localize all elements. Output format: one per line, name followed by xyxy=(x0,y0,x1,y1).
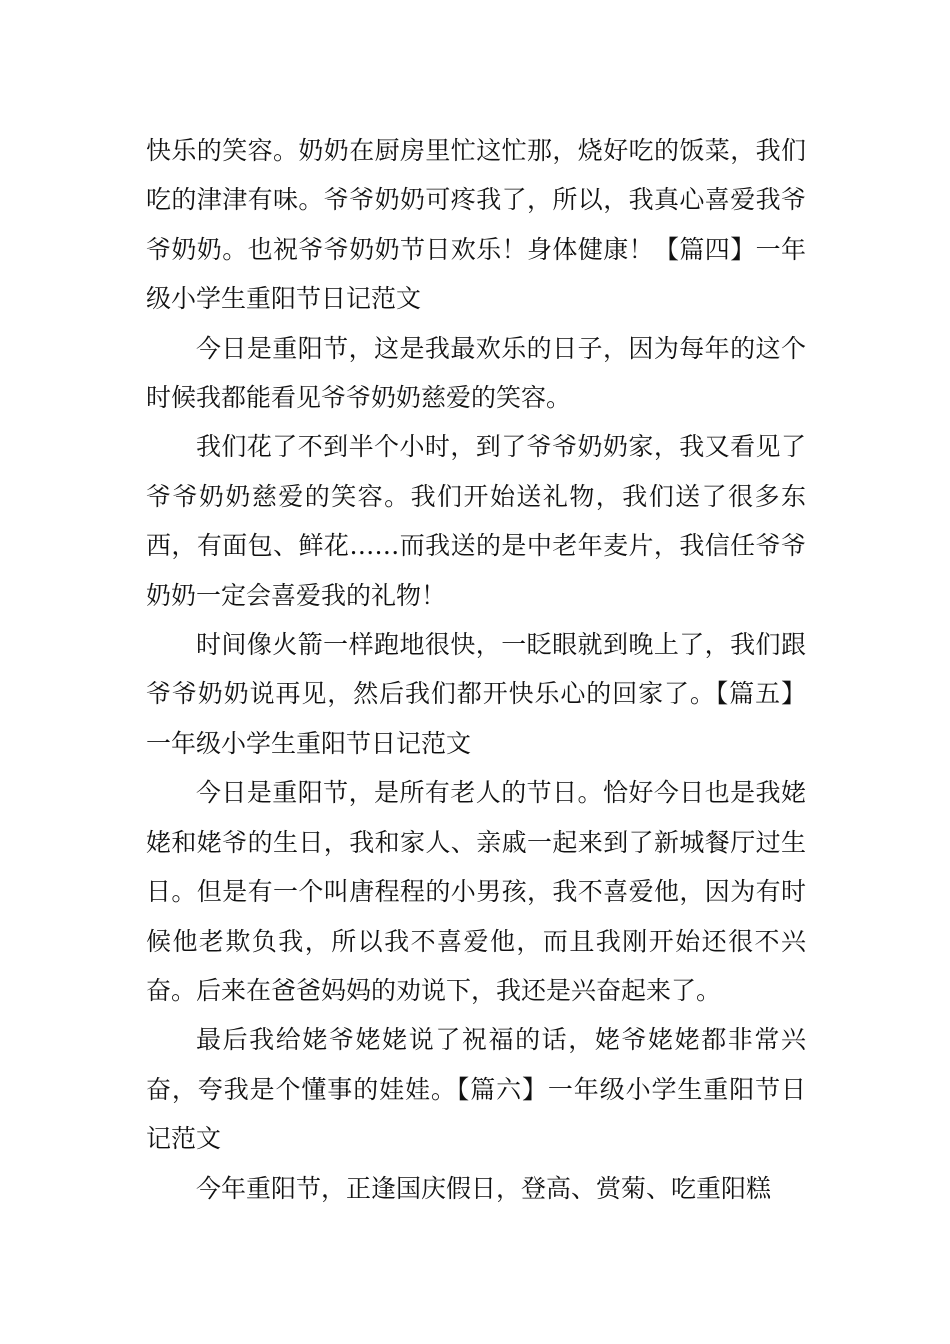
paragraph-6: 最后我给姥爷姥姥说了祝福的话，姥爷姥姥都非常兴奋，夸我是个懂事的娃娃。【篇六】一年级小学生重阳节日记范文 xyxy=(146,1025,806,1154)
paragraph-1: 快乐的笑容。奶奶在厨房里忙这忙那，烧好吃的饭菜，我们吃的津津有味。爷爷奶奶可疼我了，所以，我真心喜爱我爷爷奶奶。也祝爷爷奶奶节日欢乐！身体健康！【篇四】一年级小学生重阳节日记范文 xyxy=(146,136,806,314)
paragraph-4: 时间像火箭一样跑地很快，一眨眼就到晚上了，我们跟爷爷奶奶说再见，然后我们都开快乐心的回家了。【篇五】一年级小学生重阳节日记范文 xyxy=(146,630,806,758)
paragraph-3: 我们花了不到半个小时，到了爷爷奶奶家，我又看见了爷爷奶奶慈爱的笑容。我们开始送礼物，我们送了很多东西，有面包、鲜花……而我送的是中老年麦片，我信任爷爷奶奶一定会喜爱我的礼物！ xyxy=(146,432,806,610)
paragraph-7: 今年重阳节，正逢国庆假日，登高、赏菊、吃重阳糕 xyxy=(196,1173,772,1203)
document-body xyxy=(146,126,806,1213)
paragraph-5: 今日是重阳节，是所有老人的节日。恰好今日也是我姥姥和姥爷的生日，我和家人、亲戚一起来到了新城餐厅过生日。但是有一个叫唐程程的小男孩，我不喜爱他，因为有时候他老欺负我，所以我不喜爱他，而且我刚开始还很不兴奋。后来在爸爸妈妈的劝说下，我还是兴奋起来了。 xyxy=(146,778,806,1005)
paragraph-2: 今日是重阳节，这是我最欢乐的日子，因为每年的这个时候我都能看见爷爷奶奶慈爱的笑容。 xyxy=(146,333,806,413)
